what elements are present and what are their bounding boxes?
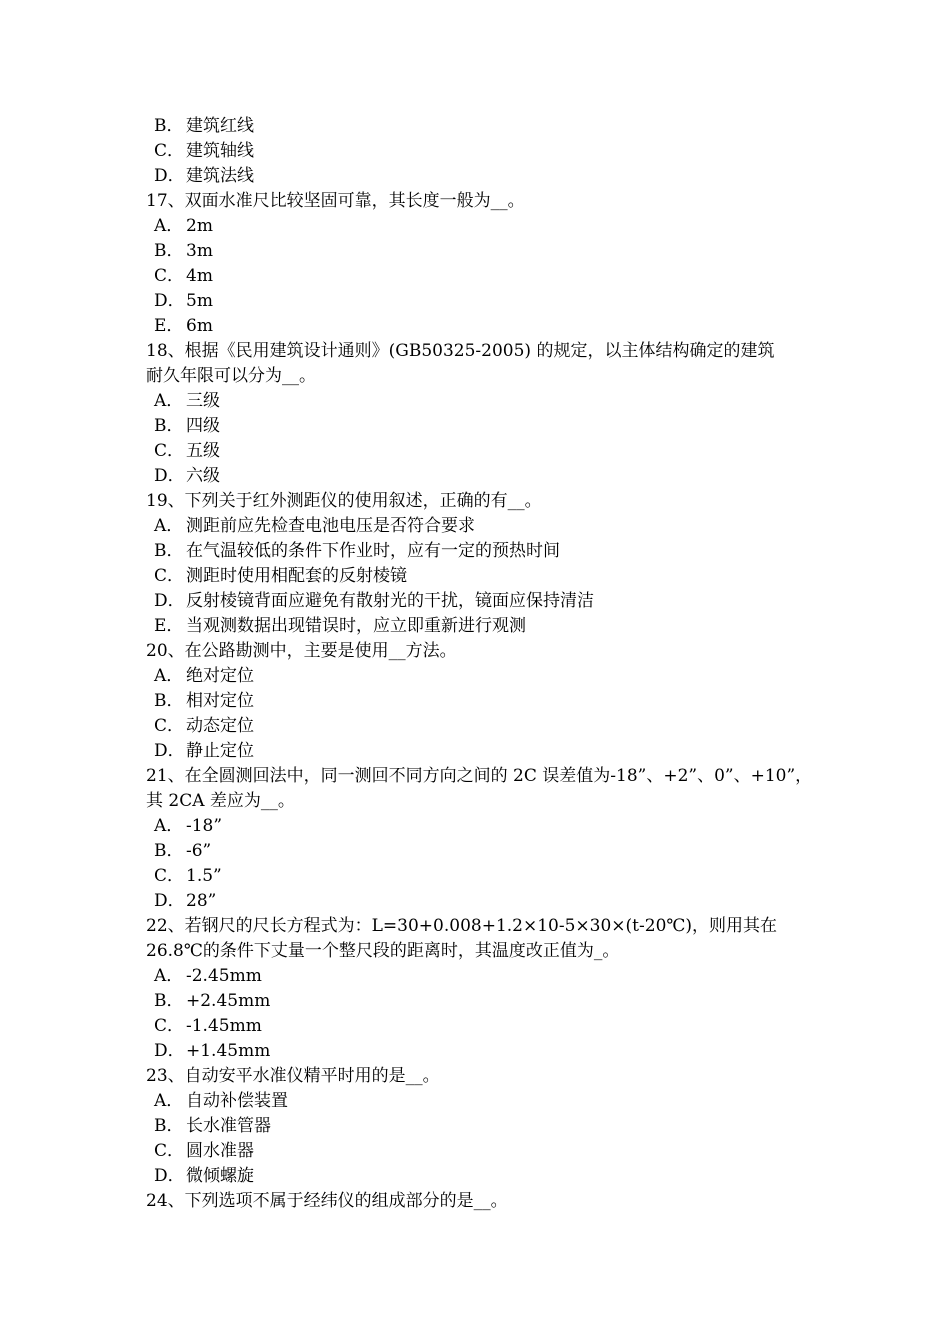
option-line <box>146 689 810 714</box>
option-line <box>146 214 810 239</box>
option-line <box>146 614 810 639</box>
option-letter: D． <box>154 1041 185 1061</box>
question-line: 20、在公路勘测中，主要是使用__方法。 <box>146 641 457 661</box>
option-text: 反射棱镜背面应避免有散射光的干扰，镜面应保持清洁 <box>186 591 594 611</box>
option-text: 圆水准器 <box>186 1141 254 1161</box>
option-letter: D． <box>154 166 185 186</box>
option-letter: B． <box>154 1116 184 1136</box>
option-text: 四级 <box>186 416 220 436</box>
option-letter: D． <box>154 291 185 311</box>
option-line <box>146 1039 810 1064</box>
option-line <box>146 739 810 764</box>
option-letter: D． <box>154 591 185 611</box>
option-letter: C． <box>154 716 185 736</box>
option-letter: A． <box>154 516 184 536</box>
option-text: 五级 <box>186 441 220 461</box>
option-letter: B． <box>154 541 184 561</box>
option-letter: A． <box>154 966 184 986</box>
option-line <box>146 714 810 739</box>
option-line <box>146 264 810 289</box>
option-text: +2.45mm <box>186 991 271 1011</box>
option-letter: B． <box>154 416 184 436</box>
option-line <box>146 464 810 489</box>
option-letter: D． <box>154 466 185 486</box>
option-line <box>146 414 810 439</box>
option-letter: B． <box>154 841 184 861</box>
option-text: 当观测数据出现错误时，应立即重新进行观测 <box>186 616 526 636</box>
question-line: 26.8℃的条件下丈量一个整尺段的距离时，其温度改正值为_。 <box>146 941 620 961</box>
option-letter: C． <box>154 1141 185 1161</box>
option-letter: C． <box>154 866 185 886</box>
option-text: 相对定位 <box>186 691 254 711</box>
option-text: 测距前应先检查电池电压是否符合要求 <box>186 516 475 536</box>
option-text: 28” <box>186 891 217 911</box>
question-line: 22、若钢尺的尺长方程式为：L=30+0.008+1.2×10-5×30×(t-20℃)，则用其在 <box>146 916 778 936</box>
option-letter: E． <box>154 316 184 336</box>
option-letter: B． <box>154 691 184 711</box>
option-line <box>146 139 810 164</box>
option-line <box>146 839 810 864</box>
option-text: 六级 <box>186 466 220 486</box>
option-letter: D． <box>154 741 185 761</box>
option-line <box>146 514 810 539</box>
option-letter: A． <box>154 666 184 686</box>
option-line <box>146 814 810 839</box>
option-letter: A． <box>154 816 184 836</box>
option-text: 5m <box>186 291 213 311</box>
option-letter: B． <box>154 241 184 261</box>
option-line <box>146 564 810 589</box>
option-letter: B． <box>154 116 184 136</box>
question-line: 24、下列选项不属于经纬仪的组成部分的是__。 <box>146 1191 508 1211</box>
option-line <box>146 1114 810 1139</box>
option-letter: A． <box>154 391 184 411</box>
option-text: -6” <box>186 841 212 861</box>
option-line <box>146 989 810 1014</box>
option-text: 静止定位 <box>186 741 254 761</box>
option-text: 建筑法线 <box>186 166 254 186</box>
option-line <box>146 314 810 339</box>
question-line: 23、自动安平水准仪精平时用的是__。 <box>146 1066 440 1086</box>
question-list <box>146 114 813 1214</box>
option-line <box>146 1014 810 1039</box>
option-letter: E． <box>154 616 184 636</box>
option-text: 测距时使用相配套的反射棱镜 <box>186 566 407 586</box>
option-letter: D． <box>154 1166 185 1186</box>
option-letter: B． <box>154 991 184 1011</box>
option-line <box>146 1089 810 1114</box>
option-text: 在气温较低的条件下作业时，应有一定的预热时间 <box>186 541 560 561</box>
option-line <box>146 539 810 564</box>
option-text: 4m <box>186 266 213 286</box>
option-line <box>146 664 810 689</box>
option-text: 6m <box>186 316 213 336</box>
option-line <box>146 239 810 264</box>
option-line <box>146 439 810 464</box>
question-line: 耐久年限可以分为__。 <box>146 366 316 386</box>
option-text: +1.45mm <box>186 1041 271 1061</box>
option-text: 微倾螺旋 <box>186 1166 254 1186</box>
option-line <box>146 389 810 414</box>
option-letter: C． <box>154 441 185 461</box>
option-text: 3m <box>186 241 213 261</box>
option-text: 绝对定位 <box>186 666 254 686</box>
option-text: 长水准管器 <box>186 1116 271 1136</box>
option-line <box>146 164 810 189</box>
question-line: 18、根据《民用建筑设计通则》(GB50325-2005) 的规定，以主体结构确定的建筑 <box>146 341 775 361</box>
option-letter: D． <box>154 891 185 911</box>
option-line <box>146 114 810 139</box>
option-text: 自动补偿装置 <box>186 1091 288 1111</box>
option-line <box>146 1164 810 1189</box>
option-line <box>146 964 810 989</box>
question-line: 21、在全圆测回法中，同一测回不同方向之间的 2C 误差值为-18”、+2”、0”、+10”， <box>146 766 813 786</box>
option-text: 动态定位 <box>186 716 254 736</box>
option-line <box>146 1139 810 1164</box>
option-text: -2.45mm <box>186 966 262 986</box>
option-letter: A． <box>154 1091 184 1111</box>
option-text: 建筑轴线 <box>186 141 254 161</box>
option-line <box>146 289 810 314</box>
option-text: 建筑红线 <box>186 116 254 136</box>
option-letter: A． <box>154 216 184 236</box>
option-letter: C． <box>154 141 185 161</box>
option-text: -1.45mm <box>186 1016 262 1036</box>
question-line: 19、下列关于红外测距仪的使用叙述，正确的有__。 <box>146 491 542 511</box>
option-text: 三级 <box>186 391 220 411</box>
option-text: 1.5” <box>186 866 222 886</box>
question-line: 其 2CA 差应为__。 <box>146 791 295 811</box>
question-line: 17、双面水准尺比较坚固可靠，其长度一般为__。 <box>146 191 525 211</box>
option-line <box>146 864 810 889</box>
option-text: 2m <box>186 216 213 236</box>
option-letter: C． <box>154 566 185 586</box>
option-text: -18” <box>186 816 223 836</box>
option-letter: C． <box>154 1016 185 1036</box>
option-line <box>146 889 810 914</box>
option-line <box>146 589 810 614</box>
option-letter: C． <box>154 266 185 286</box>
